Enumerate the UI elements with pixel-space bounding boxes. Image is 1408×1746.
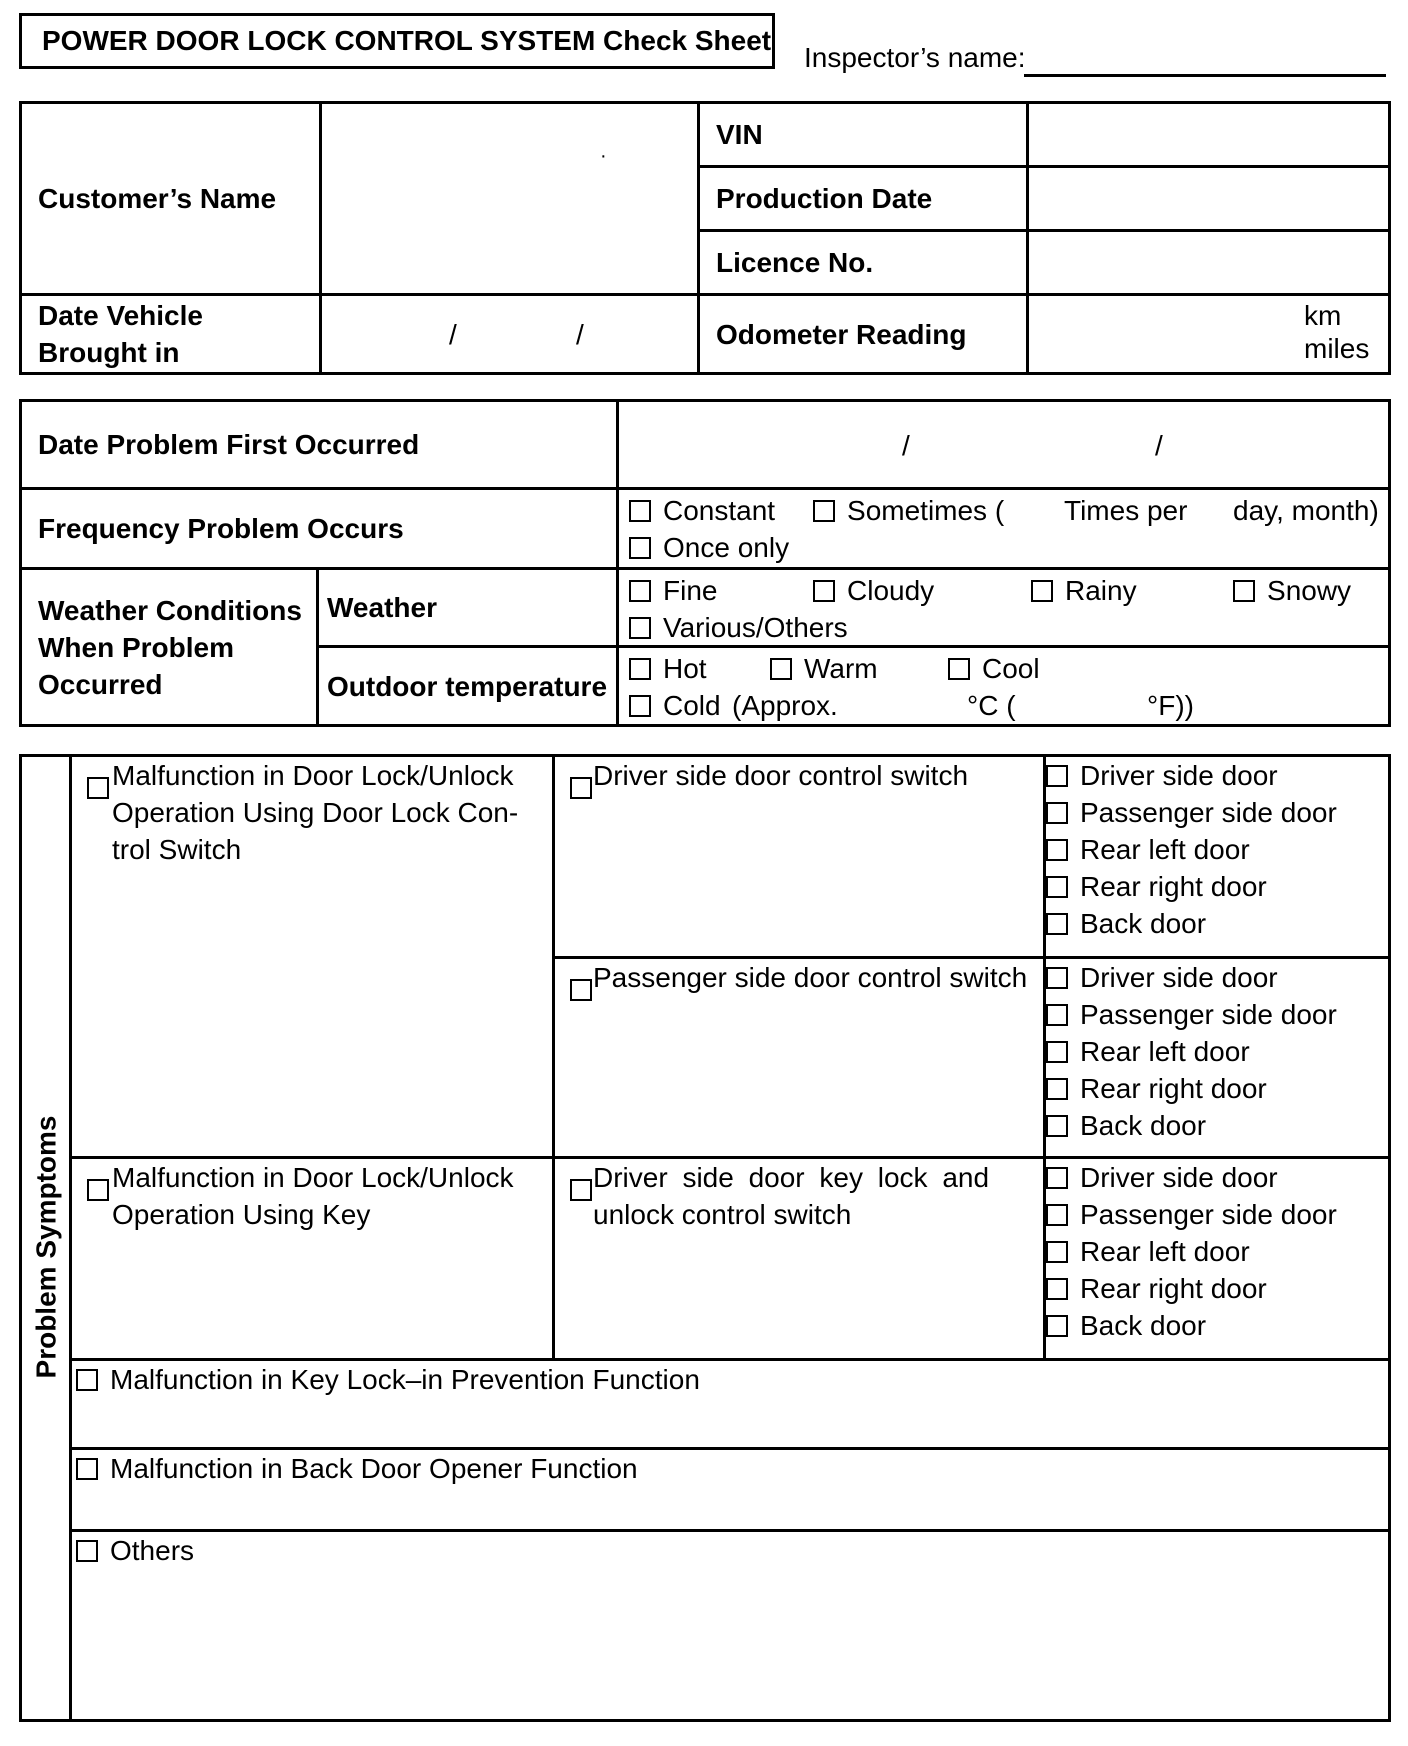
vin-label: VIN — [699, 103, 1028, 167]
door-option[interactable]: Back door — [1046, 1307, 1388, 1344]
door-checkbox[interactable] — [1046, 913, 1068, 935]
date-brought-in-label: Date Vehicle Brought in — [21, 295, 321, 374]
door-checkbox[interactable] — [1046, 1004, 1068, 1026]
door-option[interactable]: Driver side door — [1046, 757, 1388, 794]
back-door-opener-item — [71, 1449, 1390, 1531]
cold-checkbox[interactable] — [629, 695, 651, 717]
door-option[interactable]: Driver side door — [1046, 959, 1388, 996]
sometimes-checkbox[interactable] — [813, 500, 835, 522]
cool-checkbox[interactable] — [948, 658, 970, 680]
hot-checkbox[interactable] — [629, 658, 651, 680]
first-slash-1: / — [902, 430, 910, 461]
others-item — [71, 1531, 1390, 1721]
door-option[interactable]: Passenger side door — [1046, 996, 1388, 1033]
odometer-field[interactable] — [1028, 295, 1390, 374]
door-checkbox[interactable] — [1046, 1115, 1068, 1137]
day-month-text: day, month) — [1233, 495, 1379, 526]
passenger-switch-checkbox[interactable] — [570, 979, 592, 1001]
deg-f-text: °F)) — [1147, 690, 1194, 721]
constant-option[interactable]: Constant — [629, 492, 775, 529]
once-only-option[interactable]: Once only — [629, 529, 789, 566]
door-option[interactable]: Back door — [1046, 1107, 1388, 1144]
constant-checkbox[interactable] — [629, 500, 651, 522]
problem-symptoms-label-cell — [21, 756, 71, 1721]
snowy-option[interactable]: Snowy — [1233, 572, 1351, 609]
door-option[interactable]: Rear left door — [1046, 1033, 1388, 1070]
key-switch-line-2: unlock control switch — [593, 1199, 852, 1230]
switch-malfunction-item — [71, 756, 554, 1158]
key-switch-line-1: Driver side door key lock and — [593, 1162, 990, 1193]
miles-unit: miles — [1304, 333, 1370, 364]
date-slash-1: / — [449, 319, 457, 350]
date-slash-2: / — [576, 319, 584, 350]
door-option[interactable]: Passenger side door — [1046, 794, 1388, 831]
fine-option[interactable]: Fine — [629, 572, 717, 609]
key-lockin-item — [71, 1360, 1390, 1449]
warm-option[interactable]: Warm — [770, 650, 878, 687]
key-lockin-checkbox[interactable] — [76, 1369, 98, 1391]
km-unit: km — [1304, 300, 1342, 331]
driver-switch-checkbox[interactable] — [570, 777, 592, 799]
conditions-table — [19, 399, 1391, 727]
once-only-checkbox[interactable] — [629, 537, 651, 559]
sometimes-option[interactable]: Sometimes ( — [813, 492, 1004, 529]
driver-switch-item — [554, 756, 1045, 958]
various-checkbox[interactable] — [629, 617, 651, 639]
door-checkbox[interactable] — [1046, 1241, 1068, 1263]
rainy-option[interactable]: Rainy — [1031, 572, 1137, 609]
warm-checkbox[interactable] — [770, 658, 792, 680]
door-checkbox[interactable] — [1046, 967, 1068, 989]
back-door-opener-checkbox[interactable] — [76, 1458, 98, 1480]
sheet-title: POWER DOOR LOCK CONTROL SYSTEM Check Sheet — [19, 13, 775, 69]
passenger-switch-doors — [1045, 958, 1390, 1158]
door-option[interactable]: Back door — [1046, 905, 1388, 942]
others-option[interactable]: Others — [72, 1532, 1388, 1569]
symptoms-table — [19, 754, 1391, 1722]
snowy-checkbox[interactable] — [1233, 580, 1255, 602]
licence-no-field[interactable] — [1028, 231, 1390, 295]
back-door-opener-option[interactable]: Malfunction in Back Door Opener Function — [72, 1450, 1388, 1487]
weather-conditions-label: Weather Conditions When Problem Occurred — [21, 569, 318, 726]
hot-option[interactable]: Hot — [629, 650, 707, 687]
key-switch-item — [554, 1158, 1045, 1360]
production-date-field[interactable] — [1028, 167, 1390, 231]
key-lockin-option[interactable]: Malfunction in Key Lock–in Prevention Function — [72, 1361, 1388, 1398]
door-checkbox[interactable] — [1046, 839, 1068, 861]
passenger-switch-label: Passenger side door control switch — [593, 962, 1028, 993]
driver-switch-doors — [1045, 756, 1390, 958]
odometer-label: Odometer Reading — [699, 295, 1028, 374]
door-checkbox[interactable] — [1046, 1041, 1068, 1063]
door-option[interactable]: Rear left door — [1046, 1233, 1388, 1270]
temperature-options — [618, 647, 1390, 726]
door-checkbox[interactable] — [1046, 802, 1068, 824]
cloudy-checkbox[interactable] — [813, 580, 835, 602]
door-option[interactable]: Rear left door — [1046, 831, 1388, 868]
rainy-checkbox[interactable] — [1031, 580, 1053, 602]
door-option[interactable]: Rear right door — [1046, 868, 1388, 905]
date-first-occurred-label: Date Problem First Occurred — [21, 401, 618, 489]
switch-malfunction-line-2: Operation Using Door Lock Con- — [112, 797, 519, 828]
first-slash-2: / — [1155, 430, 1163, 461]
cold-option[interactable]: Cold — [629, 687, 721, 724]
door-checkbox[interactable] — [1046, 1204, 1068, 1226]
key-malfunction-checkbox[interactable] — [87, 1179, 109, 1201]
customer-name-field[interactable] — [321, 103, 699, 295]
stray-dot: · — [600, 145, 607, 167]
key-malfunction-line-1: Malfunction in Door Lock/Unlock — [112, 1162, 514, 1193]
customer-name-label: Customer’s Name — [21, 103, 321, 295]
door-option[interactable]: Rear right door — [1046, 1070, 1388, 1107]
door-checkbox[interactable] — [1046, 765, 1068, 787]
various-option[interactable]: Various/Others — [629, 609, 848, 646]
cool-option[interactable]: Cool — [948, 650, 1040, 687]
door-option[interactable]: Driver side door — [1046, 1159, 1388, 1196]
key-malfunction-item — [71, 1158, 554, 1360]
switch-malfunction-checkbox[interactable] — [87, 777, 109, 799]
inspector-label: Inspector’s name: — [804, 42, 1026, 73]
frequency-options — [618, 489, 1390, 569]
door-checkbox[interactable] — [1046, 1167, 1068, 1189]
switch-malfunction-line-3: trol Switch — [112, 834, 242, 865]
driver-switch-label: Driver side door control switch — [593, 760, 969, 791]
approx-text: (Approx. — [732, 690, 838, 721]
vehicle-info-table — [19, 101, 1391, 375]
door-option[interactable]: Rear right door — [1046, 1270, 1388, 1307]
production-date-label: Production Date — [699, 167, 1028, 231]
door-option[interactable]: Passenger side door — [1046, 1196, 1388, 1233]
weather-options — [618, 569, 1390, 647]
frequency-label: Frequency Problem Occurs — [21, 489, 618, 569]
others-checkbox[interactable] — [76, 1540, 98, 1562]
weather-label: Weather — [318, 569, 618, 647]
deg-c-text: °C ( — [967, 690, 1016, 721]
inspector-name-field[interactable] — [1024, 74, 1386, 77]
switch-malfunction-line-1: Malfunction in Door Lock/Unlock — [112, 760, 514, 791]
key-switch-doors — [1045, 1158, 1390, 1360]
key-switch-checkbox[interactable] — [570, 1179, 592, 1201]
door-checkbox[interactable] — [1046, 1278, 1068, 1300]
door-checkbox[interactable] — [1046, 1315, 1068, 1337]
date-brought-in-field[interactable] — [321, 295, 699, 374]
problem-symptoms-label: Problem Symptoms — [30, 1115, 62, 1379]
licence-no-label: Licence No. — [699, 231, 1028, 295]
fine-checkbox[interactable] — [629, 580, 651, 602]
passenger-switch-item — [554, 958, 1045, 1158]
door-checkbox[interactable] — [1046, 876, 1068, 898]
door-checkbox[interactable] — [1046, 1078, 1068, 1100]
cloudy-option[interactable]: Cloudy — [813, 572, 934, 609]
vin-field[interactable] — [1028, 103, 1390, 167]
times-per-text: Times per — [1064, 495, 1188, 526]
date-first-occurred-field[interactable] — [618, 401, 1390, 489]
outdoor-temperature-label: Outdoor temperature — [318, 647, 618, 726]
key-malfunction-line-2: Operation Using Key — [112, 1199, 371, 1230]
